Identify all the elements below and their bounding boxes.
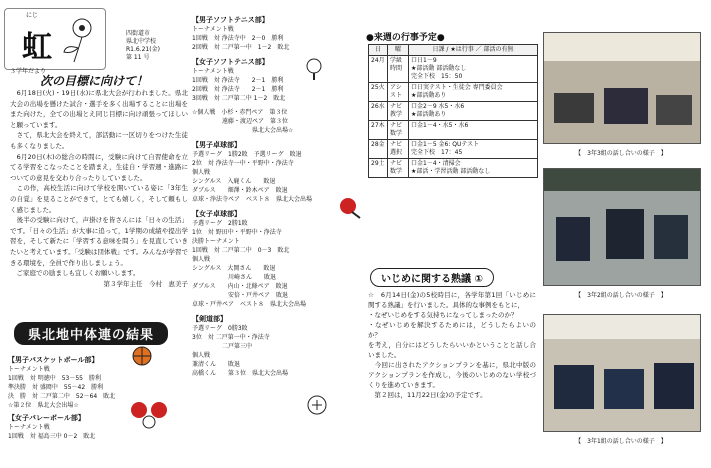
schedule-cell-type: ナビ 数学 bbox=[388, 121, 409, 140]
result-line: 安倍・戸井ペア 敗退 bbox=[192, 292, 289, 299]
result-line: 決勝トーナメント bbox=[192, 238, 240, 245]
issue-number: 第 11 号 bbox=[126, 54, 150, 61]
tennis-racket-icon bbox=[304, 58, 324, 80]
result-line: シングルス 大岡さん 敗退 bbox=[192, 265, 276, 272]
schedule-table bbox=[368, 44, 538, 178]
article-text: 6月18日(火)・19日(水)に県北大会が行われました。県北大会の出場を懸けた試合・選手を多く出場することに出場をまた向けた，全ての出場とえ同じ目標に向け頑張ってほしいと願っています。 さて，県北大会を終えて，部活動に一区切りをつけた生徒も多くなりました。 6月20日(木)の総合の時間に，受験に向けて自習使命を立てる学習をこなったことを踏まえ，生徒自・学習週・進路についての意見を交わり合ったりしていました。 この作，高校生活に向けて学校を開いている姿に「3年生の自覚」を見ることができて，とても嬉しく，そして頼もしく感じました。 後半の受験に向けて，声掛けを皆さんには「日々の生活」です。「日々の生活」が大事に追って，1学期の成績や提出学習を，そして新たに「学習する意味を問う」を見直していきたいと考えています。「受験は団体戦」です。みんなが学習できる環境を，全員で作り出しましょう。 ご家庭での励ましも宜しくお願いします。 bbox=[10, 89, 188, 278]
classroom-photo-2 bbox=[543, 168, 701, 286]
result-section-title: 【男子ソフトテニス部】 bbox=[192, 16, 269, 24]
result-line: 卓球・戸井ペア ベスト８ 県北大会出場 bbox=[192, 301, 307, 308]
school-name: 県北中学校 bbox=[126, 38, 157, 45]
result-line: 2回戦 対 二戸第一中 1－2 敗北 bbox=[192, 44, 290, 51]
schedule-cell-text: 口金1－5 金6: QUテスト 完全下校 17：45 bbox=[409, 140, 538, 159]
ijime-title: いじめに関する熟議 ① bbox=[370, 268, 494, 287]
schedule-cell-text: 口金2－9 水5・水6 ★部活動あり bbox=[409, 102, 538, 121]
schedule-cell-type: ナビ 数学 bbox=[388, 159, 409, 178]
result-line: 1回戦 対 二戸第二中 0－3 敗北 bbox=[192, 247, 290, 254]
schedule-header-type: 曜 bbox=[388, 45, 409, 56]
schedule-title: ●来週の行事予定● bbox=[366, 33, 445, 43]
result-line: 3位 対 二戸第一中・浄法寺 bbox=[192, 334, 270, 341]
schedule-row bbox=[369, 159, 538, 178]
schedule-cell-day: 29土 bbox=[369, 159, 388, 178]
result-line: 個人戦 bbox=[192, 169, 211, 176]
result-line: 高橋くん 第３位 県北大会出場 bbox=[192, 370, 289, 377]
schedule-header-content: 日課 / ★は行事 ／ 部活の有無 bbox=[409, 45, 538, 56]
grade-label: ３学年だより bbox=[10, 68, 47, 75]
result-line: ダブルス 畑澤・鈴木ペア 敗退 bbox=[192, 187, 288, 194]
result-line: 準決勝 対 盛岡中 55－42 勝利 bbox=[8, 384, 104, 391]
result-line: ☆第２位 県北大会出場☆ bbox=[8, 402, 79, 409]
masthead-ruby: にじ bbox=[26, 12, 39, 19]
masthead-meta bbox=[126, 30, 182, 62]
result-line: 二戸第三中 bbox=[192, 343, 253, 350]
result-line: 兼清くん 敗退 bbox=[192, 361, 241, 368]
result-line: 予選リーグ 1勝2敗 予選リーグ 敗退 bbox=[192, 151, 302, 158]
result-line: ダブルス 内山・北條ペア 敗退 bbox=[192, 283, 288, 290]
schedule-cell-text: 口金1－4・水5・水6 bbox=[409, 121, 538, 140]
photo-caption-3: 【 3年1組の話し合いの様子 】 bbox=[575, 438, 667, 445]
schedule-row bbox=[369, 121, 538, 140]
schedule-cell-type: 学級 時間 bbox=[388, 56, 409, 83]
result-section-title: 【剣道部】 bbox=[192, 315, 227, 323]
result-line: トーナメント戦 bbox=[8, 424, 50, 431]
result-line: シングルス 入鹿くん 敗退 bbox=[192, 178, 276, 185]
school-city: 四街道市 bbox=[126, 30, 151, 37]
result-line: 1回戦 対 浄法寺中 2－0 勝利 bbox=[192, 35, 284, 42]
schedule-header-day: 日 bbox=[369, 45, 388, 56]
ijime-body: ☆ 6月14日(金)の5校時目に，各学年第1回「いじめに関する熟議」を行いました。具体的な事例をもとに， ・なぜいじめをする気持ちになってしまったのか？ ・なぜいじめを解決するためには，どうしたらよいのか？ を考え，自分にはどうしたらいいかということと話し合いました。 今回に出されたアクションプランを基に，県北中版のアクションプランを作成し，今後のいじめのない学校づくりを進めていきます。 第２回は，11月22日(金)の予定です。 bbox=[368, 291, 536, 399]
pompom-icon bbox=[130, 400, 168, 432]
result-line: 1回戦 対 明徳中 53－55 勝利 bbox=[8, 375, 101, 382]
result-line: 1位 対 野田中・平野中・浄法寺 bbox=[192, 229, 282, 236]
result-line: トーナメント戦 bbox=[8, 366, 50, 373]
result-line: 2位 対 浄法寺一中・平野中・浄法寺 bbox=[192, 160, 294, 167]
masthead bbox=[4, 4, 184, 74]
schedule-row bbox=[369, 56, 538, 83]
ping-pong-icon bbox=[338, 196, 362, 220]
schedule-cell-day: 24月 bbox=[369, 56, 388, 83]
result-section-title: 【女子卓球部】 bbox=[192, 210, 241, 218]
schedule-row bbox=[369, 140, 538, 159]
schedule-cell-day: 26水 bbox=[369, 102, 388, 121]
result-line: 3回戦 対 二戸第二中 1－2 敗北 bbox=[192, 95, 286, 102]
result-line: トーナメント戦 bbox=[192, 68, 234, 75]
result-line: 川崎さん 敗退 bbox=[192, 274, 277, 281]
result-line: 予選リーグ 2勝1敗 bbox=[192, 220, 248, 227]
schedule-cell-type: ナビ 教学 bbox=[388, 102, 409, 121]
schedule-row bbox=[369, 102, 538, 121]
result-line: 予選リーグ 0勝3敗 bbox=[192, 325, 248, 332]
photo-caption-2: 【 3年2組の話し合いの様子 】 bbox=[575, 292, 667, 299]
result-line: 県北大会出場☆ bbox=[192, 127, 294, 134]
schedule-cell-type: アシ スト bbox=[388, 83, 409, 102]
schedule-cell-day: 25火 bbox=[369, 83, 388, 102]
schedule-cell-text: 口金1－4・清掃会 ★部活・学習活動 部活動なし bbox=[409, 159, 538, 178]
flower-icon bbox=[56, 14, 100, 64]
result-line: 決 勝 対 二戸第二中 52－64 敗北 bbox=[8, 393, 116, 400]
photo-caption-1: 【 3年3組の話し合いの様子 】 bbox=[575, 150, 667, 157]
result-line: 個人戦 bbox=[192, 352, 211, 359]
result-line: 遠藤・渡辺ペア 第３位 bbox=[192, 118, 289, 125]
article-title: 次の目標に向けて！ bbox=[40, 74, 149, 88]
result-section-title: 【男子バスケットボール部】 bbox=[8, 356, 99, 364]
result-section-title: 【女子バレーボール部】 bbox=[8, 414, 85, 422]
result-line: 2回戦 対 浄法寺 2－1 勝利 bbox=[192, 86, 284, 93]
result-line: 卓球・浄法寺ペア ベスト８ 県北大会出場 bbox=[192, 196, 313, 203]
schedule-cell-type: ナビ 選択 bbox=[388, 140, 409, 159]
article-body bbox=[10, 88, 188, 289]
result-line: トーナメント戦 bbox=[192, 26, 234, 33]
schedule-cell-text: 口日1－9 ★部活動 部活動なし 完全下校 15：50 bbox=[409, 56, 538, 83]
kendo-icon bbox=[306, 394, 328, 416]
result-line: 1回戦 対 福島三中 0－2 敗北 bbox=[8, 433, 96, 440]
issue-date: R1.6.21(金) bbox=[126, 46, 160, 53]
results-title: 県北地中体連の結果 bbox=[14, 322, 168, 345]
result-section-title: 【女子ソフトテニス部】 bbox=[192, 58, 269, 66]
result-line: 1回戦 対 浄法寺 2－1 勝利 bbox=[192, 77, 284, 84]
result-section-title: 【男子卓球部】 bbox=[192, 141, 241, 149]
results-column-2 bbox=[192, 10, 372, 378]
basketball-icon bbox=[132, 346, 152, 366]
result-line: ☆個人戦 小杉・赤門ペア 第３位 bbox=[192, 109, 288, 116]
schedule-cell-day: 28金 bbox=[369, 140, 388, 159]
schedule-cell-day: 27木 bbox=[369, 121, 388, 140]
classroom-photo-1 bbox=[543, 32, 701, 144]
article-signature: 第３学年主任 今村 恵美子 bbox=[103, 279, 188, 288]
classroom-photo-3 bbox=[543, 314, 701, 432]
schedule-cell-text: 口日実テスト・生徒会 専門委員会 ★部活動あり bbox=[409, 83, 538, 102]
masthead-title: 虹 bbox=[22, 30, 52, 65]
schedule-row bbox=[369, 83, 538, 102]
result-line: 個人戦 bbox=[192, 256, 211, 263]
